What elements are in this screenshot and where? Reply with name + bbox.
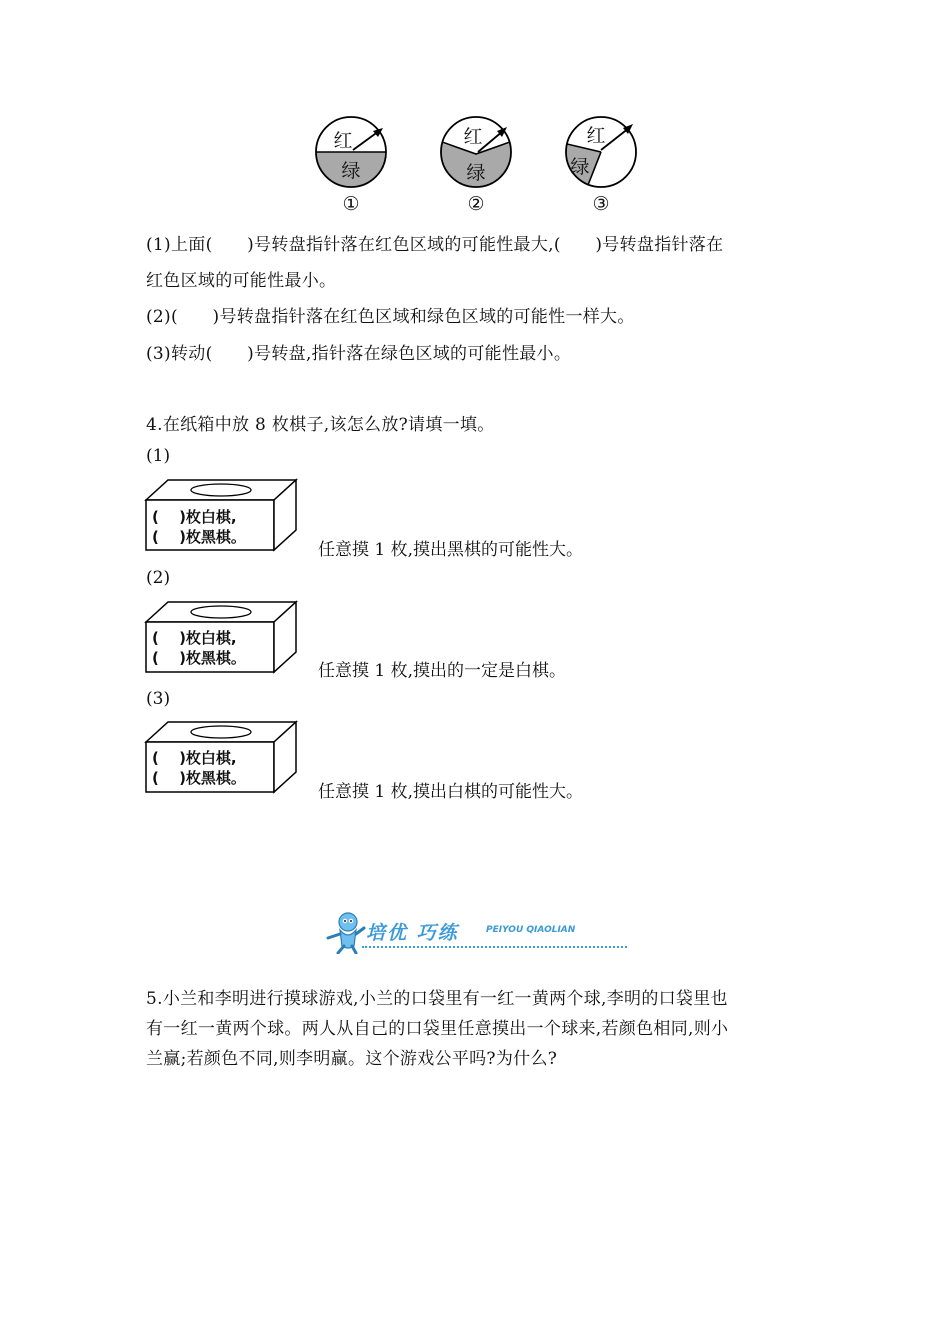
q3-part1-line2: 红色区域的可能性最小。 [146,271,337,291]
spinner-1-red-label: 红 [333,130,353,152]
spinner-2-red-label: 红 [463,126,483,148]
box-3-black-count[interactable]: ( )枚黑棋。 [152,769,246,787]
spinner-3-number: ③ [592,193,610,215]
banner-subtitle: PEIYOU QIAOLIAN [486,925,576,935]
spinner-2-green-label: 绿 [466,162,486,184]
spinner-3-red-label: 红 [586,125,606,147]
q4-title: 4.在纸箱中放 8 枚棋子,该怎么放?请填一填。 [146,415,495,435]
banner-title: 培优 巧练 [366,922,459,944]
mascot-icon [322,910,366,954]
spinner-3-green-label: 绿 [570,156,590,178]
q5-line1: 5.小兰和李明进行摸球游戏,小兰的口袋里有一红一黄两个球,李明的口袋里也 [146,989,728,1009]
q3-part3: (3)转动( )号转盘,指针落在绿色区域的可能性最小。 [146,344,572,364]
q3-part2: (2)( )号转盘指针落在红色区域和绿色区域的可能性一样大。 [146,307,635,327]
q4-item3-label: (3) [146,689,171,709]
box-3-caption: 任意摸 1 枚,摸出白棋的可能性大。 [318,782,584,802]
spinner-1-number: ① [342,193,360,215]
box-2-caption: 任意摸 1 枚,摸出的一定是白棋。 [318,661,567,681]
q4-item2-label: (2) [146,568,171,588]
q3-part1-line1: (1)上面( )号转盘指针落在红色区域的可能性最大,( )号转盘指针落在 [146,235,724,255]
banner-divider [362,946,627,948]
box-2-black-count[interactable]: ( )枚黑棋。 [152,649,246,667]
section-banner [322,910,627,954]
spinner-1-green-label: 绿 [341,160,361,182]
q4-item1-label: (1) [146,446,171,466]
box-1-caption: 任意摸 1 枚,摸出黑棋的可能性大。 [318,540,584,560]
box-1-black-count[interactable]: ( )枚黑棋。 [152,528,246,546]
box-3-white-count[interactable]: ( )枚白棋, [152,749,237,767]
box-2-white-count[interactable]: ( )枚白棋, [152,629,237,647]
q5-line3: 兰赢;若颜色不同,则李明赢。这个游戏公平吗?为什么? [146,1049,558,1069]
q5-line2: 有一红一黄两个球。两人从自己的口袋里任意摸出一个球来,若颜色相同,则小 [146,1019,729,1039]
spinner-2-number: ② [467,193,485,215]
box-1-white-count[interactable]: ( )枚白棋, [152,508,237,526]
